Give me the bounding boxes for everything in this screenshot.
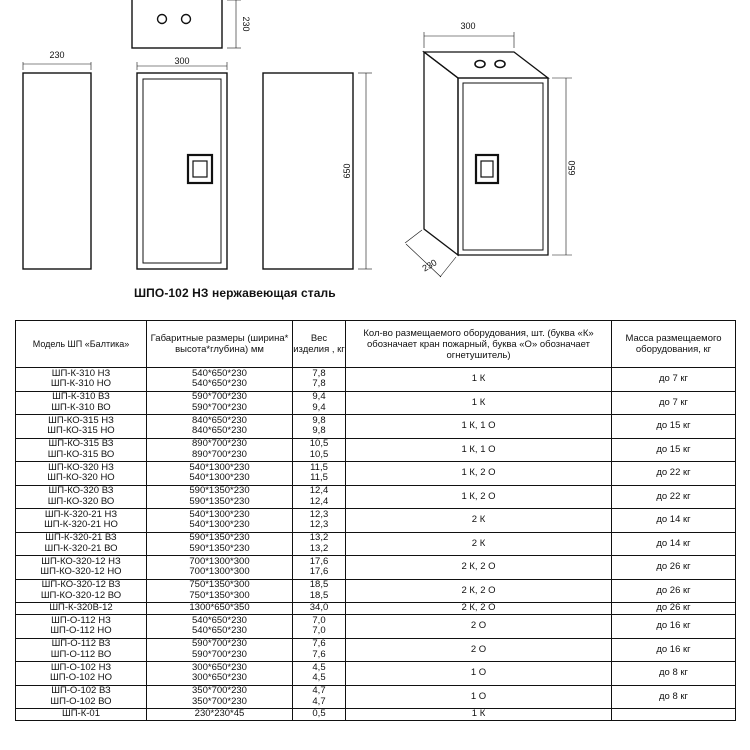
- model-cell: ШП-К-310 ВЗ ШП-К-310 ВО: [16, 391, 147, 415]
- technical-drawing: [0, 0, 750, 300]
- top-view: [132, 0, 241, 48]
- dimensions-cell: 590*700*230 590*700*230: [147, 638, 293, 662]
- dimensions-cell: 590*1350*230 590*1350*230: [147, 485, 293, 509]
- model-cell: ШП-О-112 НЗ ШП-О-112 НО: [16, 615, 147, 639]
- table-row: [16, 638, 736, 662]
- model-cell: ШП-КО-320-12 ВЗ ШП-КО-320-12 ВО: [16, 579, 147, 603]
- header-equipment: Кол-во размещаемого оборудования, шт. (буква «К» обозначает кран пожарный, буква «О» обозначает огнетушитель): [346, 321, 612, 368]
- dimensions-cell: 1300*650*350: [147, 603, 293, 615]
- equipment-mass-cell: до 8 кг: [612, 662, 736, 686]
- equipment-cell: 1 К, 1 О: [346, 438, 612, 462]
- equipment-cell: 1 К, 2 О: [346, 462, 612, 486]
- weight-cell: 4,7 4,7: [293, 685, 346, 709]
- equipment-cell: 2 К: [346, 532, 612, 556]
- model-cell: ШП-К-320В-12: [16, 603, 147, 615]
- equipment-mass-cell: до 16 кг: [612, 615, 736, 639]
- model-cell: ШП-К-320-21 НЗ ШП-К-320-21 НО: [16, 509, 147, 533]
- dimensions-cell: 350*700*230 350*700*230: [147, 685, 293, 709]
- equipment-mass-cell: до 16 кг: [612, 638, 736, 662]
- equipment-cell: 2 К, 2 О: [346, 603, 612, 615]
- table-row: [16, 662, 736, 686]
- dimensions-cell: 540*1300*230 540*1300*230: [147, 509, 293, 533]
- equipment-mass-cell: до 7 кг: [612, 391, 736, 415]
- table-row: [16, 603, 736, 615]
- dimensions-cell: 590*700*230 590*700*230: [147, 391, 293, 415]
- model-cell: ШП-КО-320 НЗ ШП-КО-320 НО: [16, 462, 147, 486]
- front-view: [137, 62, 227, 269]
- weight-cell: 18,5 18,5: [293, 579, 346, 603]
- weight-cell: 11,5 11,5: [293, 462, 346, 486]
- model-cell: ШП-КО-320 ВЗ ШП-КО-320 ВО: [16, 485, 147, 509]
- equipment-cell: 2 К: [346, 509, 612, 533]
- table-row: [16, 438, 736, 462]
- equipment-cell: 1 К, 1 О: [346, 415, 612, 439]
- equipment-mass-cell: до 22 кг: [612, 485, 736, 509]
- weight-cell: 0,5: [293, 709, 346, 721]
- table-row: [16, 485, 736, 509]
- table-body: [16, 368, 736, 721]
- equipment-cell: 2 К, 2 О: [346, 556, 612, 580]
- model-cell: ШП-КО-320-12 НЗ ШП-КО-320-12 НО: [16, 556, 147, 580]
- table-row: [16, 579, 736, 603]
- table-row: [16, 415, 736, 439]
- drawing-caption: ШПО-102 НЗ нержавеющая сталь: [134, 286, 336, 300]
- equipment-mass-cell: до 15 кг: [612, 438, 736, 462]
- equipment-mass-cell: до 22 кг: [612, 462, 736, 486]
- equipment-mass-cell: до 15 кг: [612, 415, 736, 439]
- table-header-row: [16, 321, 736, 368]
- dimensions-cell: 300*650*230 300*650*230: [147, 662, 293, 686]
- dimensions-cell: 540*1300*230 540*1300*230: [147, 462, 293, 486]
- weight-cell: 9,4 9,4: [293, 391, 346, 415]
- dimensions-cell: 540*650*230 540*650*230: [147, 615, 293, 639]
- header-model: Модель ШП «Балтика»: [16, 321, 147, 368]
- dimensions-cell: 700*1300*300 700*1300*300: [147, 556, 293, 580]
- model-cell: ШП-О-102 НЗ ШП-О-102 НО: [16, 662, 147, 686]
- weight-cell: 34,0: [293, 603, 346, 615]
- equipment-mass-cell: до 26 кг: [612, 603, 736, 615]
- rear-view: [263, 73, 372, 269]
- header-weight: Вес изделия , кг: [293, 321, 346, 368]
- weight-cell: 17,6 17,6: [293, 556, 346, 580]
- equipment-cell: 1 К, 2 О: [346, 485, 612, 509]
- specs-table: [15, 320, 736, 721]
- side-view: [23, 62, 91, 269]
- weight-cell: 4,5 4,5: [293, 662, 346, 686]
- weight-cell: 13,2 13,2: [293, 532, 346, 556]
- equipment-mass-cell: [612, 709, 736, 721]
- model-cell: ШП-О-102 ВЗ ШП-О-102 ВО: [16, 685, 147, 709]
- equipment-mass-cell: до 26 кг: [612, 556, 736, 580]
- equipment-cell: 1 К: [346, 368, 612, 392]
- model-cell: ШП-КО-315 НЗ ШП-КО-315 НО: [16, 415, 147, 439]
- equipment-mass-cell: до 14 кг: [612, 509, 736, 533]
- table-row: [16, 615, 736, 639]
- dim-230-iso: 230: [420, 257, 439, 274]
- model-cell: ШП-К-310 НЗ ШП-К-310 НО: [16, 368, 147, 392]
- isometric-view: [405, 32, 572, 277]
- dim-300-front: 300: [174, 56, 190, 66]
- weight-cell: 7,8 7,8: [293, 368, 346, 392]
- model-cell: ШП-К-01: [16, 709, 147, 721]
- model-cell: ШП-О-112 ВЗ ШП-О-112 ВО: [16, 638, 147, 662]
- equipment-cell: 1 К: [346, 391, 612, 415]
- dim-650-front: 650: [342, 163, 352, 179]
- model-cell: ШП-К-320-21 ВЗ ШП-К-320-21 ВО: [16, 532, 147, 556]
- table-row: [16, 709, 736, 721]
- table-row: [16, 391, 736, 415]
- equipment-mass-cell: до 26 кг: [612, 579, 736, 603]
- weight-cell: 7,6 7,6: [293, 638, 346, 662]
- table-row: [16, 556, 736, 580]
- equipment-cell: 1 К: [346, 709, 612, 721]
- header-dimensions: Габаритные размеры (ширина* высота*глубина) мм: [147, 321, 293, 368]
- dimensions-cell: 840*650*230 840*650*230: [147, 415, 293, 439]
- model-cell: ШП-КО-315 ВЗ ШП-КО-315 ВО: [16, 438, 147, 462]
- table-row: [16, 509, 736, 533]
- dim-300-iso: 300: [460, 21, 476, 31]
- equipment-cell: 2 О: [346, 615, 612, 639]
- equipment-cell: 2 К, 2 О: [346, 579, 612, 603]
- cabinet-drawings: [0, 0, 750, 300]
- weight-cell: 10,5 10,5: [293, 438, 346, 462]
- weight-cell: 12,3 12,3: [293, 509, 346, 533]
- dimensions-cell: 590*1350*230 590*1350*230: [147, 532, 293, 556]
- table-row: [16, 368, 736, 392]
- table-row: [16, 532, 736, 556]
- equipment-mass-cell: до 8 кг: [612, 685, 736, 709]
- equipment-cell: 1 О: [346, 685, 612, 709]
- dim-650-iso: 650: [567, 160, 577, 176]
- header-equipment-mass: Масса размещаемого оборудования, кг: [612, 321, 736, 368]
- equipment-cell: 2 О: [346, 638, 612, 662]
- dimensions-cell: 890*700*230 890*700*230: [147, 438, 293, 462]
- weight-cell: 7,0 7,0: [293, 615, 346, 639]
- dimensions-cell: 540*650*230 540*650*230: [147, 368, 293, 392]
- dim-230-top: 230: [241, 16, 251, 32]
- dim-230-left: 230: [49, 50, 65, 60]
- table-row: [16, 462, 736, 486]
- equipment-mass-cell: до 7 кг: [612, 368, 736, 392]
- equipment-cell: 1 О: [346, 662, 612, 686]
- specs-table-wrap: [15, 320, 735, 721]
- weight-cell: 9,8 9,8: [293, 415, 346, 439]
- equipment-mass-cell: до 14 кг: [612, 532, 736, 556]
- table-row: [16, 685, 736, 709]
- dimensions-cell: 230*230*45: [147, 709, 293, 721]
- weight-cell: 12,4 12,4: [293, 485, 346, 509]
- dimensions-cell: 750*1350*300 750*1350*300: [147, 579, 293, 603]
